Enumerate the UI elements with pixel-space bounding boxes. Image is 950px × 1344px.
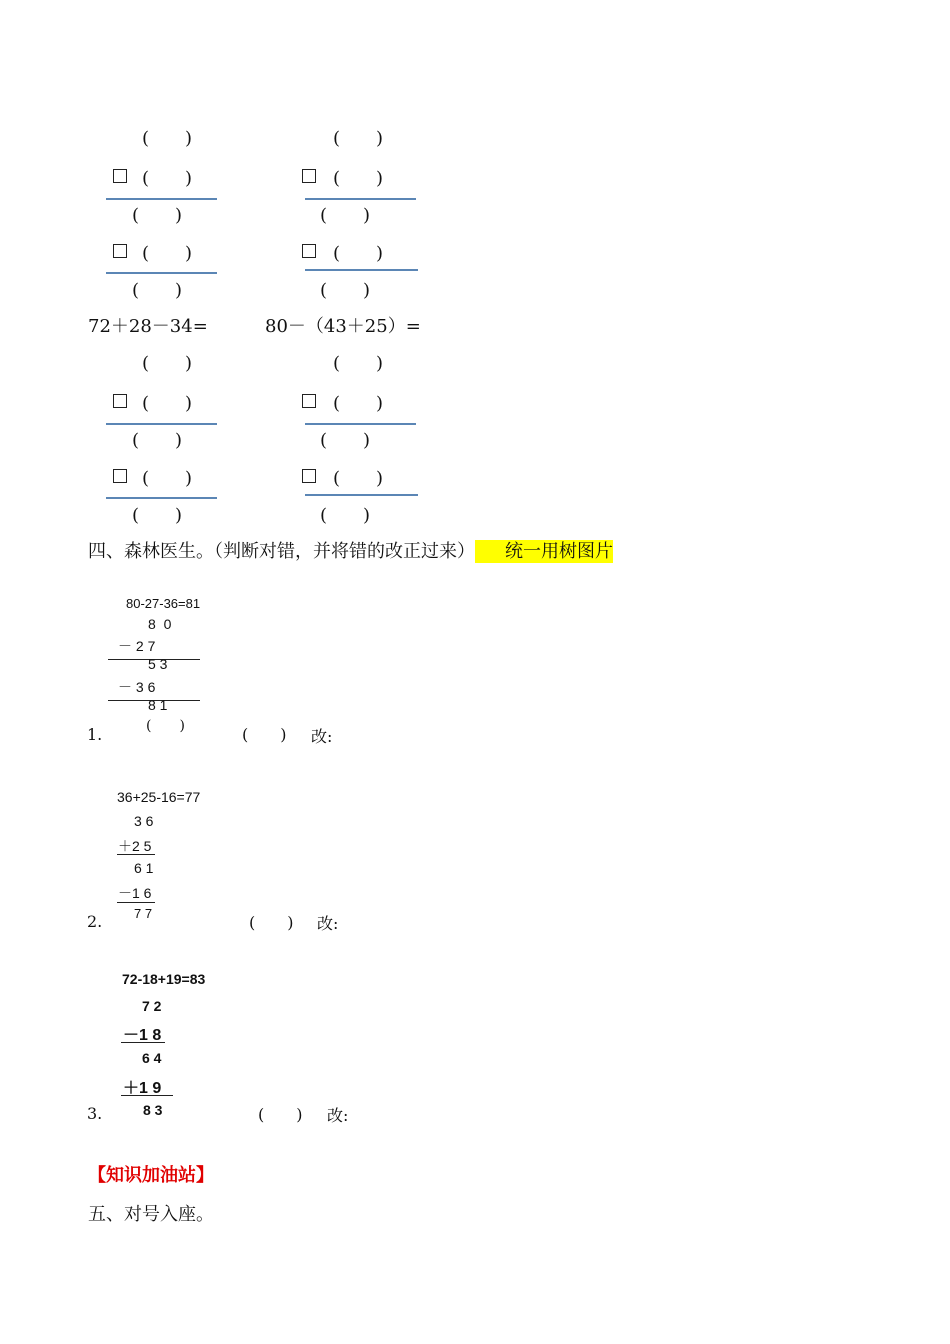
blank[interactable]: ( ) xyxy=(132,280,183,301)
blank[interactable]: ( ) xyxy=(132,205,183,226)
blank[interactable]: ( ) xyxy=(142,128,193,149)
blank[interactable]: ( ) xyxy=(333,168,384,189)
operator-box[interactable] xyxy=(113,469,127,483)
blank[interactable]: ( ) xyxy=(142,243,193,264)
vertical-row: 6 1 xyxy=(134,860,154,876)
judge-blank[interactable]: ( ) xyxy=(242,725,287,744)
problem-number: 1. xyxy=(87,725,103,744)
divider-line xyxy=(305,198,416,200)
blank[interactable]: ( ) xyxy=(333,468,384,489)
blank[interactable]: ( ) xyxy=(333,243,384,264)
section-5-heading: 五、对号入座。 xyxy=(88,1204,214,1225)
operator-box[interactable] xyxy=(302,244,316,258)
equation-right: 80－（43＋25）= xyxy=(265,316,421,337)
operator-box[interactable] xyxy=(113,394,127,408)
judge-blank[interactable]: ( ) xyxy=(249,913,294,932)
operator-box[interactable] xyxy=(113,244,127,258)
section-title: 四、森林医生。（判断对错，并将错的改正过来） xyxy=(88,541,475,562)
vertical-line xyxy=(117,902,155,903)
equation-left: 72＋28－34= xyxy=(88,316,208,337)
highlight-note: 统一用树图片 xyxy=(475,540,613,563)
blank[interactable]: ( ) xyxy=(142,393,193,414)
vertical-row: 3 6 xyxy=(134,813,154,829)
blank[interactable]: ( ) xyxy=(333,128,384,149)
vertical-row: － 3 6 xyxy=(118,679,156,695)
problem-equation: 36+25-16=77 xyxy=(117,789,201,805)
fix-label: 改: xyxy=(327,1106,349,1125)
vertical-row: 5 3 xyxy=(148,656,168,672)
problem-equation: 72-18+19=83 xyxy=(122,971,206,987)
vertical-row: 7 7 xyxy=(134,906,153,921)
operator-box[interactable] xyxy=(302,169,316,183)
blank[interactable]: ( ) xyxy=(320,280,371,301)
operator-box[interactable] xyxy=(302,394,316,408)
knowledge-station-heading: 【知识加油站】 xyxy=(88,1165,214,1186)
blank[interactable]: ( ) xyxy=(320,430,371,451)
operator-box[interactable] xyxy=(302,469,316,483)
blank[interactable]: ( ) xyxy=(333,353,384,374)
divider-line xyxy=(106,423,217,425)
problem-number: 3. xyxy=(87,1104,103,1123)
fix-label: 改: xyxy=(317,914,339,933)
divider-line xyxy=(106,497,217,499)
divider-line xyxy=(305,269,418,271)
blank[interactable]: ( ) xyxy=(142,168,193,189)
vertical-row: ＋2 5 xyxy=(118,838,152,854)
divider-line xyxy=(106,198,217,200)
operator-box[interactable] xyxy=(113,169,127,183)
problem-number: 2. xyxy=(87,912,103,931)
blank[interactable]: ( ) xyxy=(142,468,193,489)
vertical-line xyxy=(121,1095,173,1096)
blank[interactable]: ( ) xyxy=(333,393,384,414)
vertical-row: －1 8 xyxy=(123,1027,162,1044)
divider-line xyxy=(106,272,217,274)
blank[interactable]: ( ) xyxy=(132,505,183,526)
problem-equation: 80-27-36=81 xyxy=(126,596,201,611)
divider-line xyxy=(305,494,418,496)
vertical-row: 8 0 xyxy=(148,616,172,632)
divider-line xyxy=(305,423,416,425)
blank[interactable]: ( ) xyxy=(320,505,371,526)
vertical-row: 7 2 xyxy=(142,998,162,1014)
blank[interactable]: ( ) xyxy=(132,430,183,451)
vertical-line xyxy=(121,1042,165,1043)
section-4-heading xyxy=(88,537,613,563)
vertical-row: ＋1 9 xyxy=(123,1080,162,1097)
vertical-row: －1 6 xyxy=(118,885,152,901)
blank[interactable]: ( ) xyxy=(146,718,185,734)
vertical-row: 8 1 xyxy=(148,697,168,713)
vertical-row: 6 4 xyxy=(142,1050,162,1066)
fix-label: 改: xyxy=(311,727,333,746)
judge-blank[interactable]: ( ) xyxy=(258,1105,303,1124)
vertical-row: 8 3 xyxy=(143,1102,163,1118)
blank[interactable]: ( ) xyxy=(320,205,371,226)
vertical-row: － 2 7 xyxy=(118,638,156,654)
blank[interactable]: ( ) xyxy=(142,353,193,374)
vertical-line xyxy=(117,854,155,855)
